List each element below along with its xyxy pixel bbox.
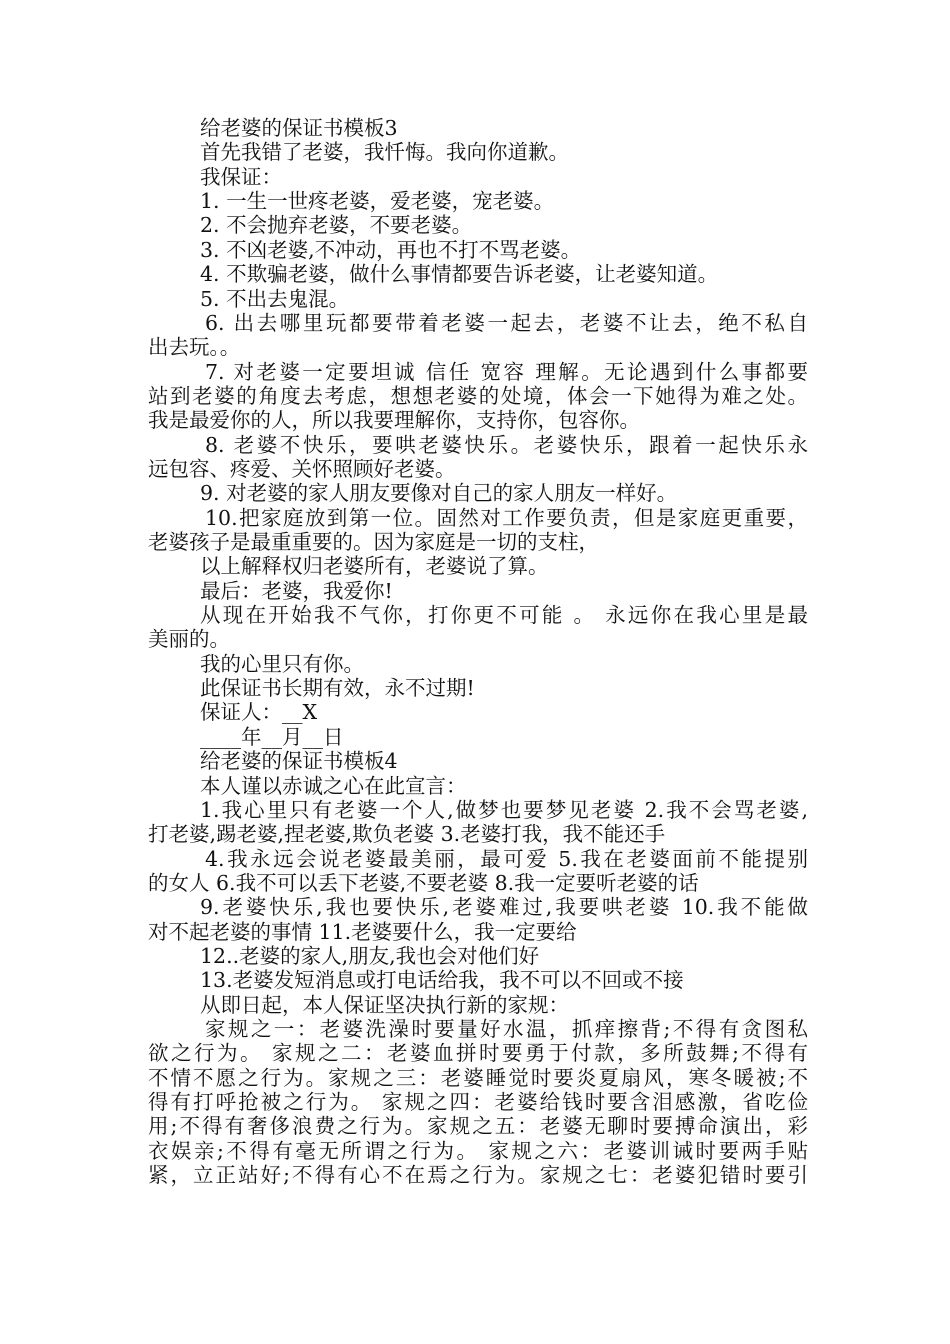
text-line: 13.老婆发短消息或打电话给我，我不可以不回或不接 xyxy=(200,968,684,993)
text-line: 以上解释权归老婆所有，老婆说了算。 xyxy=(200,554,549,579)
text-line: 9. 对老婆的家人朋友要像对自己的家人朋友一样好。 xyxy=(200,481,678,506)
text-line: 站到老婆的角度去考虑，想想老婆的处境，体会一下她得为难之处。 xyxy=(148,383,808,408)
text-line: 从现在开始我不气你，打你更不可能 。 永远你在我心里是最 xyxy=(200,603,808,627)
text-line: 打老婆,踢老婆,捏老婆,欺负老婆 3.老婆打我，我不能还手 xyxy=(148,822,666,847)
text-line: 保证人：__X xyxy=(200,700,318,725)
text-line: 美丽的。 xyxy=(148,627,230,652)
text-line: 8. 老婆不快乐，要哄老婆快乐。老婆快乐，跟着一起快乐永 xyxy=(205,432,808,457)
text-line: 6. 出去哪里玩都要带着老婆一起去，老婆不让去，绝不私自 xyxy=(205,310,808,335)
text-line: 从即日起，本人保证坚决执行新的家规： xyxy=(200,992,569,1017)
text-line: 我保证： xyxy=(200,164,282,189)
text-line: 本人谨以赤诚之心在此宣言： xyxy=(200,773,467,798)
text-line: 10.把家庭放到第一位。固然对工作要负责，但是家庭更重要， xyxy=(205,505,808,530)
text-line: 3. 不凶老婆,不冲动，再也不打不骂老婆。 xyxy=(200,237,582,262)
text-line: 12..老婆的家人,朋友,我也会对他们好 xyxy=(200,943,540,968)
text-line: 9.老婆快乐,我也要快乐,老婆难过,我要哄老婆 10.我不能做 xyxy=(200,895,808,920)
text-line: 对不起老婆的事情 11.老婆要什么，我一定要给 xyxy=(148,919,577,944)
text-line: 4.我永远会说老婆最美丽，最可爱 5.我在老婆面前不能提别 xyxy=(205,846,808,871)
text-line: 7. 对老婆一定要坦诚 信任 宽容 理解。无论遇到什么事都要 xyxy=(205,359,808,384)
text-line: 得有打呼抢被之行为。 家规之四：老婆给钱时要含泪感激，省吃俭 xyxy=(148,1090,808,1114)
text-line: 紧，立正站好;不得有心不在焉之行为。家规之七：老婆犯错时要引 xyxy=(148,1163,808,1187)
text-line: 给老婆的保证书模板4 xyxy=(200,749,398,774)
text-line: 出去玩。。 xyxy=(148,335,241,360)
text-line: 5. 不出去鬼混。 xyxy=(200,286,350,311)
text-line: 衣娱亲;不得有毫无所谓之行为。 家规之六：老婆训诫时要两手贴 xyxy=(148,1138,808,1163)
text-line: 1.我心里只有老婆一个人,做梦也要梦见老婆 2.我不会骂老婆, xyxy=(200,797,808,822)
text-line: 我的心里只有你。 xyxy=(200,651,364,676)
text-line: 此保证书长期有效，永不过期! xyxy=(200,676,475,701)
text-line: 远包容、疼爱、关怀照顾好老婆。 xyxy=(148,456,456,481)
text-line: 家规之一：老婆洗澡时要量好水温，抓痒擦背;不得有贪图私 xyxy=(205,1017,808,1041)
text-line: 首先我错了老婆，我忏悔。我向你道歉。 xyxy=(200,140,569,165)
text-line: 给老婆的保证书模板3 xyxy=(200,116,398,140)
text-line: 的女人 6.我不可以丢下老婆,不要老婆 8.我一定要听老婆的话 xyxy=(148,870,699,895)
text-line: 1. 一生一世疼老婆，爱老婆，宠老婆。 xyxy=(200,189,555,214)
text-line: 欲之行为。 家规之二：老婆血拼时要勇于付款，多所鼓舞;不得有 xyxy=(148,1041,808,1066)
text-line: 老婆孩子是最重重要的。因为家庭是一切的支柱， xyxy=(148,530,599,554)
text-line: ____年__月__日 xyxy=(200,724,344,749)
text-line: 2. 不会抛弃老婆，不要老婆。 xyxy=(200,213,473,238)
text-line: 最后：老婆，我爱你! xyxy=(200,578,393,603)
text-line: 用;不得有奢侈浪费之行为。家规之五：老婆无聊时要搏命演出，彩 xyxy=(148,1114,808,1139)
text-line: 不情不愿之行为。家规之三：老婆睡觉时要炎夏扇风，寒冬暖被;不 xyxy=(148,1065,808,1090)
text-line: 我是最爱你的人，所以我要理解你，支持你，包容你。 xyxy=(148,408,640,433)
text-line: 4. 不欺骗老婆，做什么事情都要告诉老婆，让老婆知道。 xyxy=(200,262,719,287)
